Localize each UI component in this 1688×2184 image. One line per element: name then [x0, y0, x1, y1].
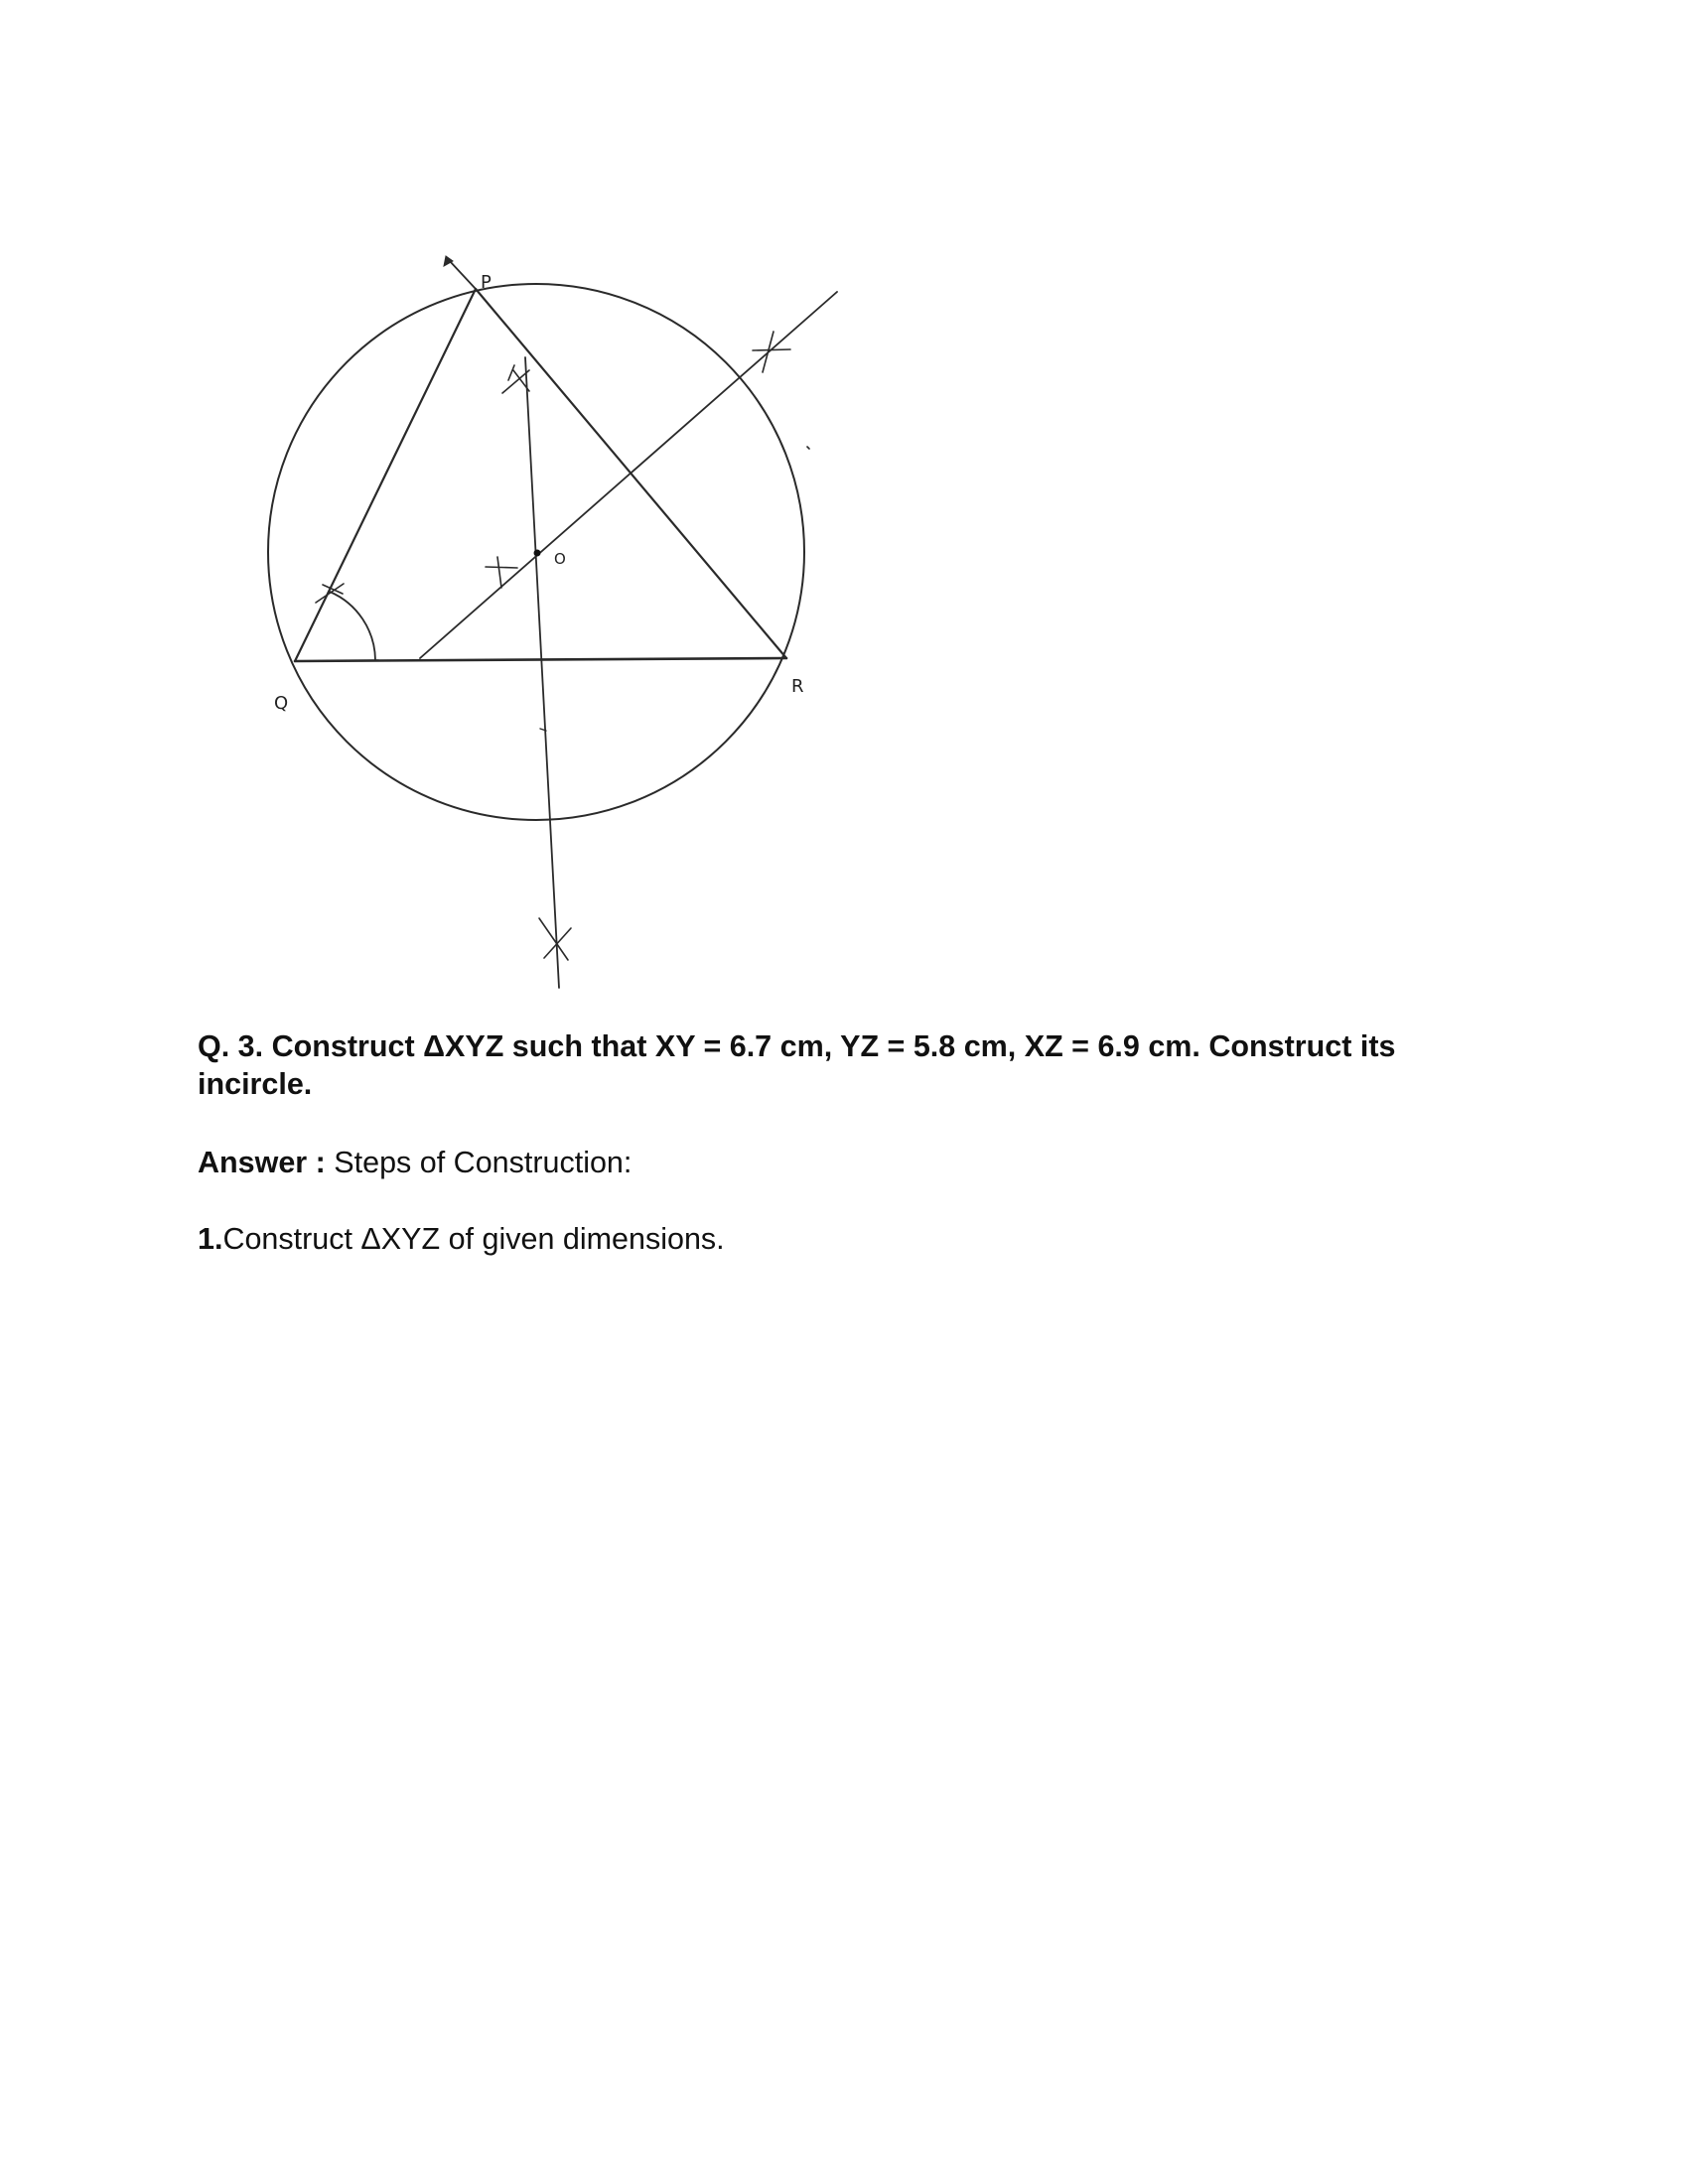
- center-point-o: [534, 550, 541, 557]
- bisector-line: [420, 292, 837, 658]
- stray-mark: [807, 447, 809, 449]
- construction-figure: [0, 0, 1688, 1003]
- pq-extension: [449, 260, 476, 289]
- answer-heading: [198, 1144, 1488, 1181]
- question-number: Q. 3.: [198, 1029, 264, 1063]
- step-1: [198, 1220, 1488, 1258]
- step-text: Construct ΔXYZ of given dimensions.: [222, 1222, 725, 1256]
- label-p: P: [481, 272, 492, 293]
- label-r: R: [791, 676, 804, 697]
- question-3: [198, 1027, 1488, 1103]
- arrowhead-icon: [444, 256, 453, 266]
- arc-mark-pq: [316, 584, 344, 603]
- label-q: Q: [274, 693, 289, 714]
- perpendicular-bisector: [525, 357, 559, 988]
- label-o: O: [554, 550, 566, 568]
- step-number: 1.: [198, 1222, 223, 1256]
- circumcircle-construction-diagram: [0, 0, 1688, 1003]
- angle-arc-q: [330, 592, 375, 660]
- arc-mark-bisector-lower: [486, 557, 517, 588]
- side-pq: [295, 289, 476, 661]
- answer-text: Steps of Construction:: [334, 1146, 633, 1179]
- question-text: Construct ΔXYZ such that XY = 6.7 cm, YZ = 5.8 cm, XZ = 6.9 cm. Construct its incircle.: [198, 1029, 1396, 1101]
- answer-label: Answer :: [198, 1146, 326, 1179]
